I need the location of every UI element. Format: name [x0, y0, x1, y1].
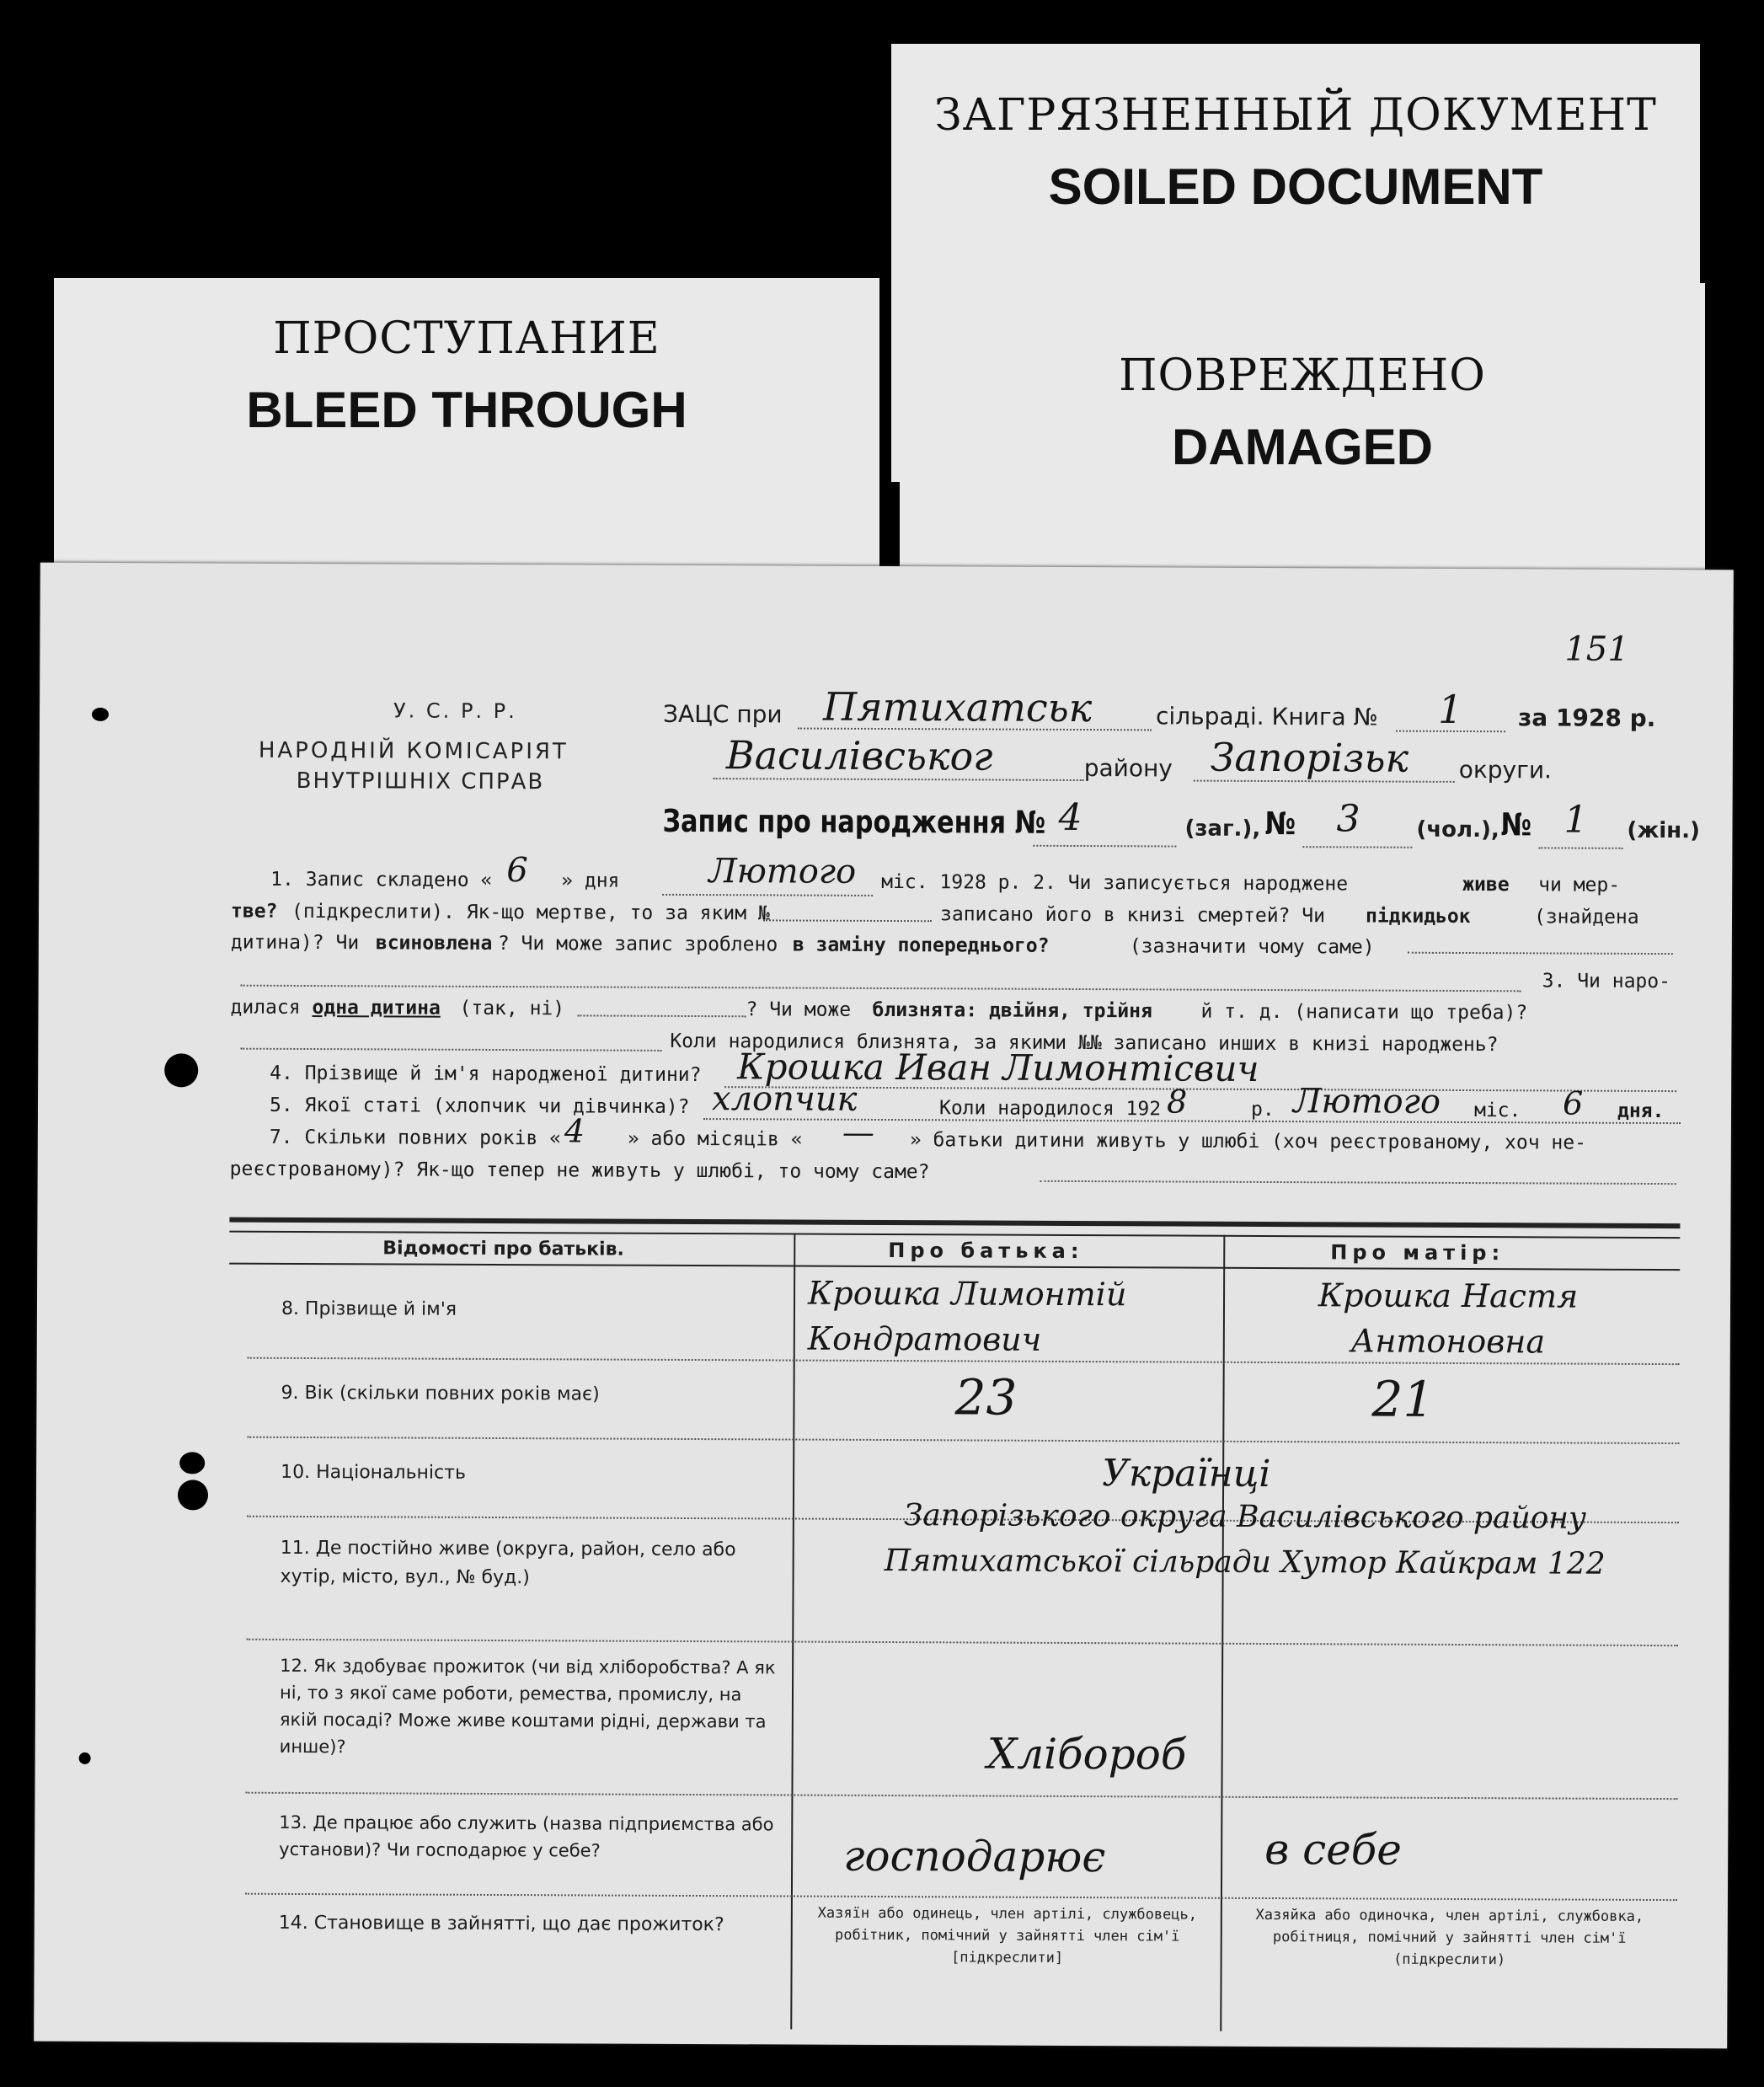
no-mark-2: №	[1500, 806, 1532, 843]
q1-line3-e: (зазначити чому саме)	[1129, 935, 1375, 959]
zags-prefix: ЗАЦС при	[662, 699, 783, 729]
bleed-label-en: BLEED THROUGH	[246, 382, 687, 438]
header-mother: Про матір:	[1330, 1240, 1505, 1266]
q1-foundling: підкидьок	[1365, 905, 1471, 928]
row-separator	[246, 1639, 1678, 1646]
village-handwritten: Пятихатськ	[822, 683, 1093, 731]
row-label-age: 9. Вік (скільки повних років має)	[281, 1382, 600, 1405]
no-mark-1: №	[1264, 805, 1296, 843]
marriage-months-handwritten: —	[842, 1113, 874, 1151]
dotted-line	[1194, 780, 1455, 783]
q7-label: 7. Скільки повних років «	[269, 1126, 562, 1150]
male-number-handwritten: 3	[1336, 797, 1360, 841]
marriage-years-handwritten: 4	[564, 1112, 585, 1150]
council-book-label: сільраді. Книга №	[1155, 702, 1378, 731]
dotted-line	[1408, 952, 1673, 955]
zag-label: (заг.),	[1184, 816, 1261, 842]
dotted-line	[662, 894, 873, 896]
q1-line2-e: (знайдена	[1533, 906, 1639, 928]
q1-alive: живе	[1462, 873, 1510, 896]
book-number-handwritten: 1	[1437, 686, 1463, 732]
dotted-line	[798, 728, 1152, 731]
q5-dnia: дня.	[1617, 1100, 1665, 1123]
header-father: Про батька:	[888, 1239, 1084, 1264]
dotted-line	[1040, 1180, 1676, 1185]
livelihood-handwritten: Хлібороб	[986, 1729, 1187, 1779]
row-separator	[245, 1792, 1677, 1800]
row-label-livelihood: 12. Як здобуває прожиток (чи від хліборобства? А як ні, то з якої саме роботи, ремества, промислу, на якій посаді? Може живе коштами рідні, держави та инше)?	[279, 1655, 776, 1758]
q7-mid: » або місяців «	[627, 1127, 803, 1151]
damaged-label-ru: ПОВРЕЖДЕНО	[1119, 351, 1486, 401]
q5-when-label: Коли народилося 192	[938, 1097, 1162, 1121]
mother-name-handwritten: Крошка Настя Антоновна	[1318, 1276, 1579, 1361]
mother-occupation-status: Хазяйка або одиночка, член артілі, службовка, робітниця, помічний у зайнятті член сім'ї (підкреслити)	[1255, 1906, 1644, 1969]
q3-twins: близнята: двійня, трійня	[872, 998, 1152, 1023]
father-name-handwritten: Крошка Лимонтій Кондратович	[807, 1274, 1127, 1358]
q1-part-a: 1. Запис складено «	[270, 868, 493, 891]
q5-label: 5. Якої статі (хлопчик чи дівчинка)?	[269, 1094, 690, 1118]
residence-handwritten: Запорізького округа Василівського району Пятихатської сільради Хутор Кайкрам 122	[884, 1498, 1606, 1581]
internal-affairs-label: ВНУТРІШНІХ СПРАВ	[296, 768, 545, 795]
q1-part-e: чи мер-	[1538, 874, 1621, 896]
q4-label: 4. Прізвище й ім'я народженої дитини?	[270, 1062, 702, 1087]
row-label-residence: 11. Де постійно живе (округа, район, село або хутір, місто, вул., № буд.)	[280, 1537, 736, 1589]
q1-dead: тве?	[230, 900, 278, 923]
q1-line3-c: ? Чи може запис зроблено	[497, 932, 778, 956]
table-header-rule	[229, 1231, 1680, 1239]
dotted-line	[1396, 730, 1505, 733]
row-label-occupation-status: 14. Становище в зайнятті, що дає прожиток?	[278, 1912, 724, 1936]
row-label-name: 8. Прізвище й ім'я	[281, 1298, 457, 1320]
q7-rest: » батьки дитини живуть у шлюбі (хоч реєстрованому, хоч не-	[909, 1129, 1587, 1154]
q3-label: 3. Чи наро-	[1542, 970, 1671, 993]
row-label-work: 13. Де працює або служить (назва підприємства або установи)? Чи господарює у себе?	[279, 1811, 774, 1861]
binder-hole	[79, 1753, 91, 1764]
damaged-label-en: DAMAGED	[1172, 419, 1433, 475]
birth-record-sheet	[34, 563, 1734, 2049]
row-separator	[245, 1893, 1677, 1901]
q5-mis: міс.	[1473, 1100, 1521, 1122]
year-label: за 1928 р.	[1517, 704, 1656, 732]
binder-hole	[178, 1480, 208, 1510]
page-number: 151	[1564, 629, 1629, 669]
q1-line3-a: дитина)? Чи	[230, 931, 360, 955]
row-separator	[247, 1437, 1679, 1444]
q3-twins-question: Коли народилися близнята, за якими №№ записано инших в книзі народжень?	[670, 1030, 1499, 1057]
mother-age-handwritten: 21	[1371, 1370, 1435, 1428]
q3-line-f: й т. д. (написати що треба)?	[1200, 1000, 1528, 1025]
dotted-line	[714, 778, 1084, 781]
record-number-handwritten: 4	[1058, 795, 1082, 840]
binder-hole	[164, 1053, 198, 1087]
binder-hole	[92, 708, 109, 721]
dotted-line	[577, 1014, 746, 1017]
commissariat-label: НАРОДНІЙ КОМІСАРІЯТ	[258, 737, 569, 765]
dotted-line	[240, 1048, 661, 1052]
birth-month-handwritten: Лютого	[1292, 1082, 1441, 1121]
soiled-label-en: SOILED DOCUMENT	[1048, 158, 1543, 215]
district-handwritten: Василівськог	[725, 732, 993, 779]
row-label-nationality: 10. Національність	[281, 1461, 467, 1484]
dotted-line	[1538, 847, 1622, 848]
q3-line-d: ? Чи може	[746, 998, 852, 1021]
binder-hole	[179, 1452, 205, 1474]
dotted-line	[1033, 845, 1176, 848]
q1-month-handwritten: Лютого	[708, 852, 857, 891]
bleed-through-card	[54, 278, 879, 581]
column-divider	[790, 1233, 795, 2030]
q1-part-c: міс. 1928 р. 2. Чи записується народжене	[881, 870, 1349, 896]
q7-line2: реєстрованому)? Як-що тепер не живуть у шлюбі, то чому саме?	[229, 1158, 930, 1184]
q1-adopted: всиновлена	[375, 932, 493, 955]
bleed-label-ru: ПРОСТУПАНИЕ	[273, 313, 660, 364]
okruha-label: округи.	[1458, 755, 1553, 784]
record-title: Запис про народження №	[662, 802, 1046, 841]
q1-line2-b: (підкреслити). Як-що мертве, то за яким №	[291, 900, 770, 925]
q1-line2-c: записано його в книзі смертей? Чи	[939, 903, 1326, 928]
q3-line-c: (так, ні)	[459, 997, 565, 1020]
okruha-handwritten: Запорізьк	[1210, 734, 1409, 781]
sex-handwritten: хлопчик	[711, 1079, 858, 1119]
nationality-handwritten: Українці	[1102, 1452, 1271, 1496]
female-number-handwritten: 1	[1564, 798, 1588, 842]
q3-line-a: дилася	[230, 996, 301, 1019]
dotted-line	[1302, 846, 1412, 848]
zhin-label: (жін.)	[1627, 817, 1700, 844]
ussr-label: У. С. Р. Р.	[393, 698, 517, 724]
chol-label: (чол.),	[1416, 816, 1499, 843]
q5-r: р.	[1250, 1098, 1275, 1121]
dotted-line	[241, 985, 1521, 993]
birth-year-handwritten: 8	[1166, 1083, 1188, 1121]
column-divider	[1220, 1235, 1225, 2031]
father-age-handwritten: 23	[954, 1368, 1018, 1426]
damaged-card	[900, 283, 1705, 570]
child-name-handwritten: Крошка Иван Лимонтісвич	[737, 1046, 1259, 1089]
birth-day-handwritten: 6	[1562, 1084, 1584, 1122]
header-parents-info: Відомості про батьків.	[382, 1238, 624, 1260]
dotted-line	[763, 919, 932, 922]
q1-part-b: » дня	[561, 870, 620, 892]
father-occupation-status: Хазяїн або одинець, член артілі, службовець, робітник, помічний у зайнятті член сім'ї [підкреслити]	[817, 1904, 1198, 1967]
q1-day-handwritten: 6	[506, 851, 528, 891]
work-father-handwritten: господарює	[843, 1831, 1106, 1882]
q1-replacement: в заміну попереднього?	[792, 934, 1050, 957]
soiled-label-ru: ЗАГРЯЗНЕННЫЙ ДОКУМЕНТ	[934, 90, 1657, 141]
q3-one-child: одна дитина	[312, 997, 441, 1019]
table-top-rule	[229, 1217, 1680, 1229]
district-label: району	[1083, 754, 1173, 783]
work-mother-handwritten: в себе	[1264, 1824, 1403, 1875]
